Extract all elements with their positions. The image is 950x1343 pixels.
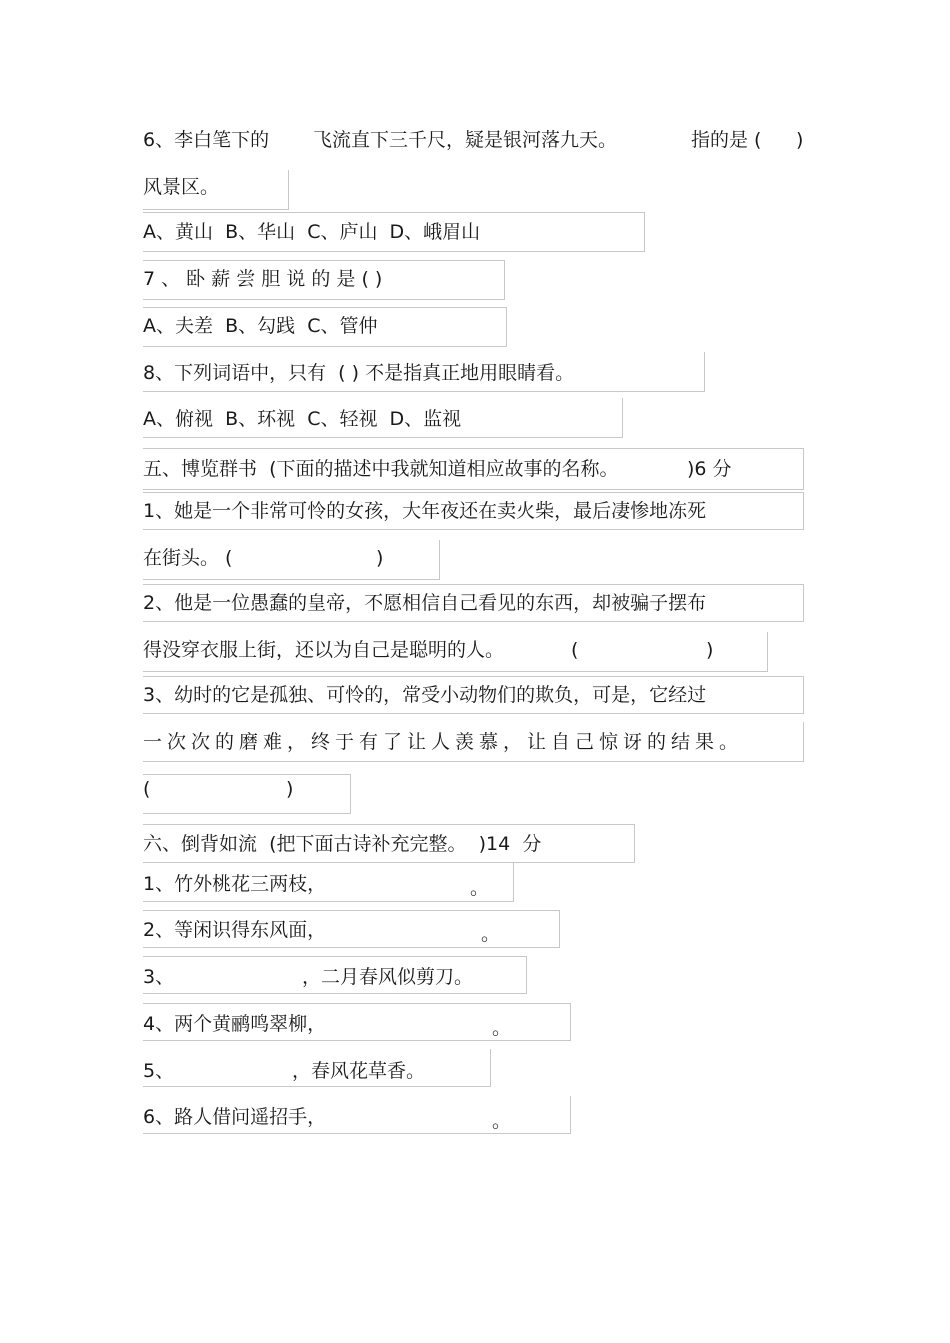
q6-options: A、黄山 B、华山 C、庐山 D、峨眉山 [143,221,481,243]
s5-item2-line1: 2、他是一位愚蠢的皇帝，不愿相信自己看见的东西，却被骗子摆布 [143,592,707,614]
s5-item1-line2: 在街头。 ( [143,547,233,569]
s5-item3-close: ) [286,778,294,800]
q6-stem-poem: 飞流直下三千尺，疑是银河落九天。 [313,129,618,151]
s6-line3-text: 3、 [143,966,175,988]
section6-heading: 六、倒背如流 (把下面古诗补充完整。 )14 分 [143,833,542,855]
s6-line3-end: ，二月春风似剪刀。 [302,966,474,988]
q7-options: A、夫差 B、勾践 C、管仲 [143,315,378,337]
s6-line6-text: 6、路人借问遥招手， [143,1106,327,1128]
s5-item3-line2: 一次次的磨难，终于有了让人羡慕，让自己惊讶的结果。 [143,731,744,753]
s5-item3-open: ( [143,778,151,800]
q7-stem: 7 、 卧 薪 尝 胆 说 的 是 ( ) [143,268,383,290]
s5-item1-close: ) [376,547,384,569]
q6-stem-part2: 指的是 ( [691,129,762,151]
section5-heading: 五、博览群书 (下面的描述中我就知道相应故事的名称。 [143,458,619,480]
q6-stem-line2: 风景区。 [143,176,220,198]
s5-item3-answer-box [143,774,351,814]
s6-line4-end: 。 [492,1017,512,1039]
section5-score: )6 分 [687,458,732,480]
s6-line2-text: 2、等闲识得东风面， [143,919,327,941]
s5-item1-line1: 1、她是一个非常可怜的女孩，大年夜还在卖火柴，最后凄惨地冻死 [143,500,707,522]
s5-item3-line1: 3、幼时的它是孤独、可怜的，常受小动物们的欺负，可是，它经过 [143,684,707,706]
q8-options: A、俯视 B、环视 C、轻视 D、监视 [143,408,462,430]
q6-stem-part1: 6、李白笔下的 [143,129,270,151]
s6-line1-text: 1、竹外桃花三两枝， [143,873,327,895]
s6-line4-text: 4、两个黄鹂鸣翠柳， [143,1013,327,1035]
s6-line1-end: 。 [470,877,490,899]
s5-item2-line2: 得没穿衣服上街，还以为自己是聪明的人。 [143,639,505,661]
s5-item2-open: ( [571,639,579,661]
q8-stem: 8、下列词语中，只有 ( ) 不是指真正地用眼睛看。 [143,362,575,384]
s6-line5-text: 5、 [143,1060,175,1082]
s6-line5-end: ，春风花草香。 [292,1060,426,1082]
s6-line6-end: 。 [492,1110,512,1132]
q6-stem-close: ) [796,129,804,151]
s5-item2-close: ) [706,639,714,661]
s6-line2-end: 。 [481,923,501,945]
